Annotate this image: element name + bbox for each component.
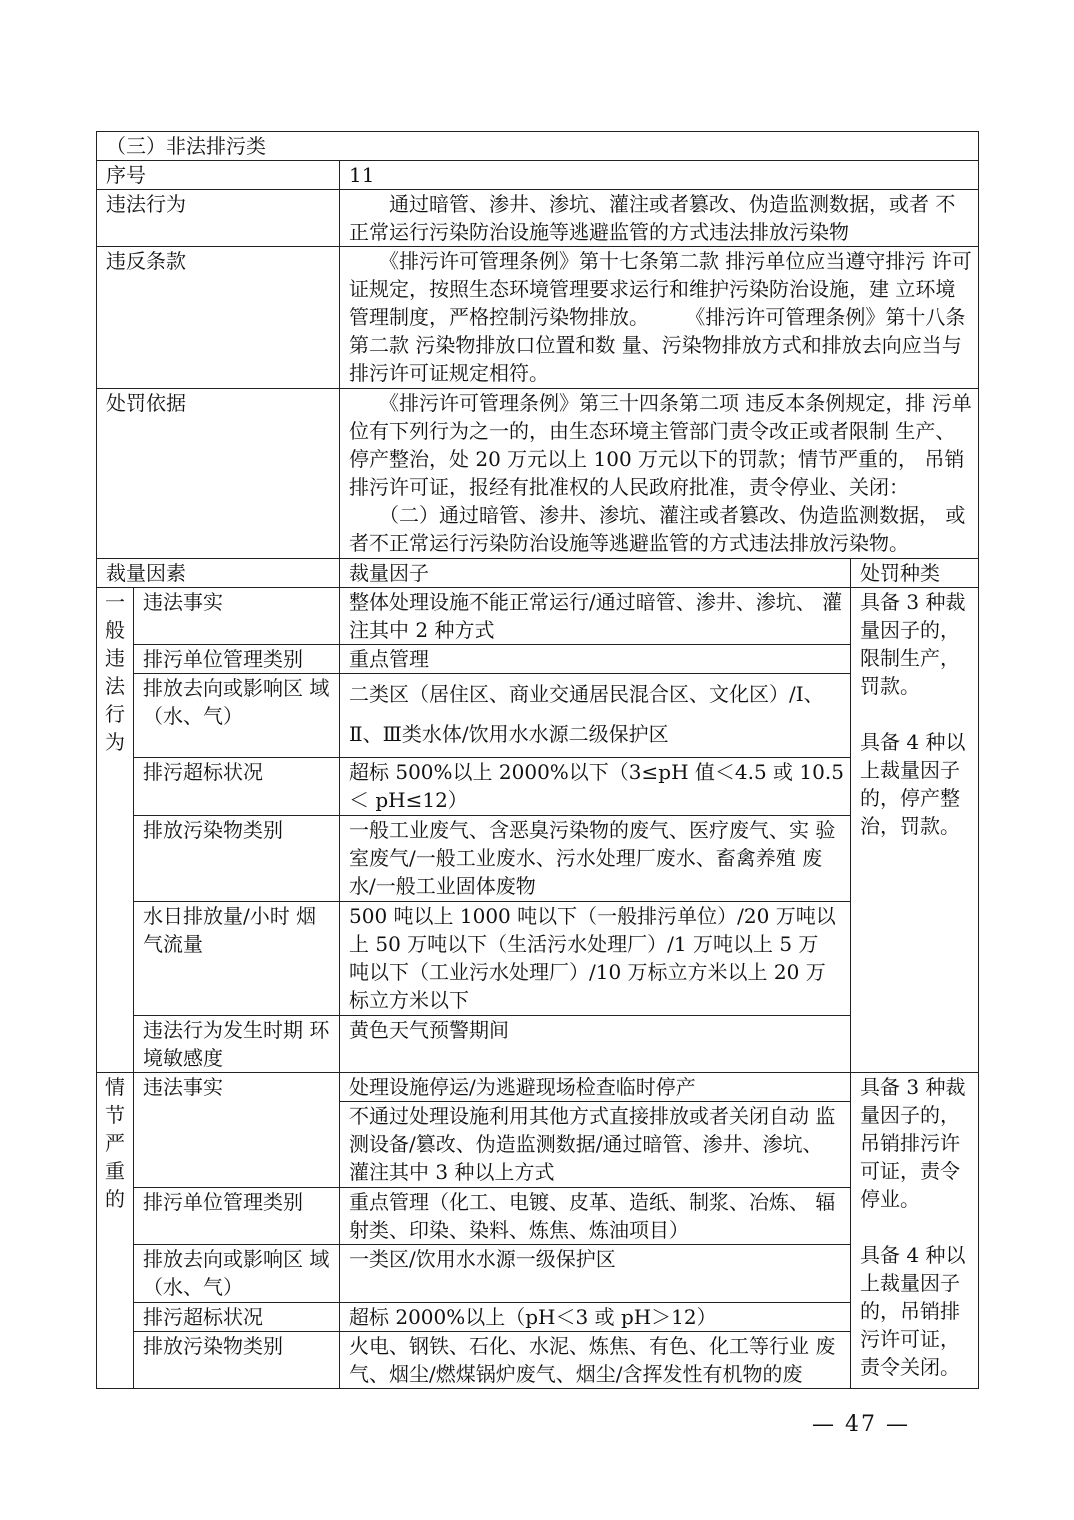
section-title: （三）非法排污类: [97, 132, 979, 161]
factor-value: 处理设施停运/为逃避现场检查临时停产: [340, 1073, 851, 1102]
basis-label: 处罚依据: [97, 389, 340, 559]
act-value: 通过暗管、渗井、渗坑、灌注或者篡改、伪造监测数据，或者 不正常运行污染防治设施等逃避监管的方式违法排放污染物: [340, 190, 979, 247]
factor-value: 黄色天气预警期间: [340, 1016, 851, 1073]
factor-name: 排放去向或影响区 域（水、气）: [134, 674, 340, 758]
header-factor: 裁量因素: [97, 559, 340, 588]
factor-name: 排放污染物类别: [134, 816, 340, 902]
factor-name: 违法行为发生时期 环境敏感度: [134, 1016, 340, 1073]
serious-penalty: [851, 1073, 979, 1389]
page-number: — 47 —: [812, 1412, 910, 1437]
general-penalty-b: 具备 4 种以 上裁量因子 的，停产整 治，罚款。: [860, 730, 966, 838]
factor-value: 不通过处理设施利用其他方式直接排放或者关闭自动 监测设备/篡改、伪造监测数据/通过暗管、渗井、渗坑、 灌注其中 3 种以上方式: [340, 1102, 851, 1188]
factor-name: 排污超标状况: [134, 1303, 340, 1332]
act-label: 违法行为: [97, 190, 340, 247]
factor-name: 违法事实: [134, 588, 340, 645]
general-penalty: [851, 588, 979, 1073]
factor-name: 水日排放量/小时 烟气流量: [134, 902, 340, 1016]
basis-value: 《排污许可管理条例》第三十四条第二项 违反本条例规定，排 污单位有下列行为之一的，由生态环境主管部门责令改正或者限制 生产、停产整治，处 20 万元以上 100 万元以下的罚款；情节严重的， 吊销排污许可证，报经有批准权的人民政府批准，责令停业、关闭： （二）通过暗管、渗井、渗坑、灌注或者篡改、伪造监测数据， 或者不正常运行污染防治设施等逃避监管的方式违法排放污染物。: [340, 389, 979, 559]
general-group-label: 一 般 违 法 行 为: [97, 588, 134, 1073]
factor-value: 重点管理: [340, 645, 851, 674]
general-penalty-a: 具备 3 种裁 量因子的， 限制生产， 罚款。: [860, 590, 966, 698]
factor-value: 超标 2000%以上（pH＜3 或 pH＞12）: [340, 1303, 851, 1332]
factor-value: 重点管理（化工、电镀、皮革、造纸、制浆、冶炼、 辐射类、印染、染料、炼焦、炼油项目）: [340, 1188, 851, 1245]
factor-value: 500 吨以上 1000 吨以下（一般排污单位）/20 万吨以 上 50 万吨以下（生活污水处理厂）/1 万吨以上 5 万 吨以下（工业污水处理厂）/10 万标立方米以上 20 万 标立方米以下: [340, 902, 851, 1016]
factor-name: 排污单位管理类别: [134, 1188, 340, 1245]
serious-penalty-a: 具备 3 种裁 量因子的， 吊销排污许 可证，责令 停业。: [860, 1075, 966, 1211]
factor-value: 一般工业废气、含恶臭污染物的废气、医疗废气、实 验室废气/一般工业废水、污水处理厂废水、畜禽养殖 废水/一般工业固体废物: [340, 816, 851, 902]
factor-value: 火电、钢铁、石化、水泥、炼焦、有色、化工等行业 废气、烟尘/燃煤锅炉废气、烟尘/含挥发性有机物的废: [340, 1332, 851, 1389]
factor-name: 排污超标状况: [134, 758, 340, 816]
factor-name: 排放污染物类别: [134, 1332, 340, 1389]
factor-name: 排污单位管理类别: [134, 645, 340, 674]
penalty-table: [96, 131, 979, 1389]
seq-value: 11: [340, 161, 979, 190]
clause-label: 违反条款: [97, 247, 340, 389]
factor-name: 违法事实: [134, 1073, 340, 1188]
factor-value: 二类区（居住区、商业交通居民混合区、文化区）/Ⅰ、 Ⅱ、Ⅲ类水体/饮用水水源二级保护区: [340, 674, 851, 758]
serious-group-label: 情 节 严 重 的: [97, 1073, 134, 1389]
clause-value: 《排污许可管理条例》第十七条第二款 排污单位应当遵守排污 许可证规定，按照生态环境管理要求运行和维护污染防治设施，建 立环境管理制度，严格控制污染物排放。 《排污许可管理条例》第十八条第二款 污染物排放口位置和数 量、污染物排放方式和排放去向应当与排污许可证规定相符。: [340, 247, 979, 389]
factor-value: 整体处理设施不能正常运行/通过暗管、渗井、渗坑、 灌注其中 2 种方式: [340, 588, 851, 645]
seq-label: 序号: [97, 161, 340, 190]
factor-value: 超标 500%以上 2000%以下（3≤pH 值＜4.5 或 10.5＜ pH≤12）: [340, 758, 851, 816]
header-factor-item: 裁量因子: [340, 559, 851, 588]
serious-penalty-b: 具备 4 种以 上裁量因子 的，吊销排 污许可证， 责令关闭。: [860, 1243, 966, 1379]
factor-name: 排放去向或影响区 域（水、气）: [134, 1245, 340, 1303]
header-penalty: 处罚种类: [851, 559, 979, 588]
factor-value: 一类区/饮用水水源一级保护区: [340, 1245, 851, 1303]
